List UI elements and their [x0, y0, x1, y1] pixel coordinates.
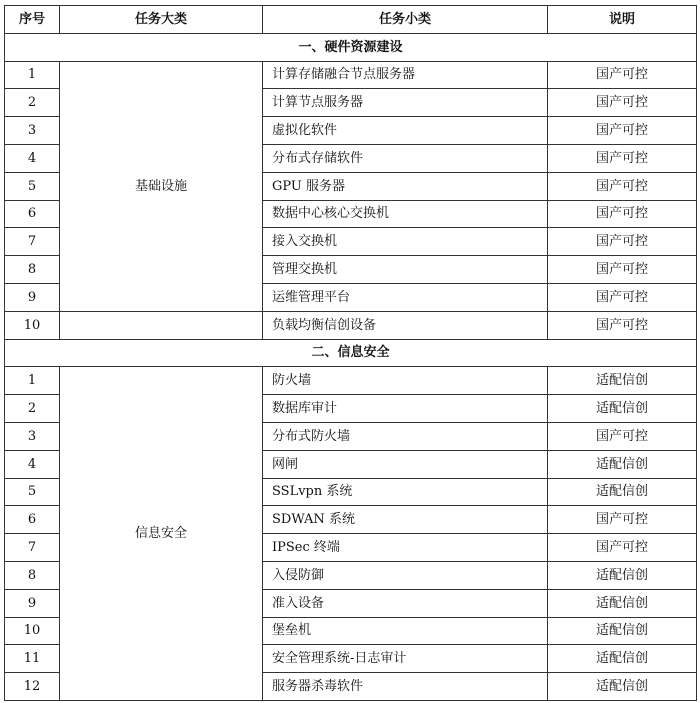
row-note: 国产可控: [548, 144, 697, 172]
row-num: 1: [5, 61, 60, 89]
row-note: 适配信创: [548, 617, 697, 645]
row-note: 国产可控: [548, 311, 697, 339]
row-note: 国产可控: [548, 422, 697, 450]
row-subcategory: IPSec 终端: [263, 534, 548, 562]
row-note: 适配信创: [548, 589, 697, 617]
table-row: [5, 311, 697, 339]
row-subcategory: 防火墙: [263, 367, 548, 395]
row-note: 国产可控: [548, 534, 697, 562]
section-title-row: [5, 339, 697, 367]
row-num: 10: [5, 311, 60, 339]
section-title: 二、信息安全: [5, 339, 697, 367]
row-note: 国产可控: [548, 200, 697, 228]
document-page: [4, 5, 697, 701]
row-note: 国产可控: [548, 256, 697, 284]
row-subcategory: 服务器杀毒软件: [263, 673, 548, 701]
table-row: [5, 367, 697, 395]
row-num: 8: [5, 561, 60, 589]
row-note: 国产可控: [548, 61, 697, 89]
row-subcategory: 分布式存储软件: [263, 144, 548, 172]
row-category: 基础设施: [60, 61, 263, 311]
row-note: 适配信创: [548, 367, 697, 395]
header-num: 序号: [5, 6, 60, 34]
row-subcategory: SSLvpn 系统: [263, 478, 548, 506]
row-num: 5: [5, 172, 60, 200]
row-num: 12: [5, 673, 60, 701]
table-row: [5, 61, 697, 89]
row-subcategory: 计算节点服务器: [263, 89, 548, 117]
row-subcategory: 虚拟化软件: [263, 117, 548, 145]
row-subcategory: 数据中心核心交换机: [263, 200, 548, 228]
row-subcategory: 入侵防御: [263, 561, 548, 589]
section-title: 一、硬件资源建设: [5, 33, 697, 61]
row-note: 适配信创: [548, 645, 697, 673]
row-num: 3: [5, 422, 60, 450]
row-subcategory: 分布式防火墙: [263, 422, 548, 450]
header-category: 任务大类: [60, 6, 263, 34]
row-category: 信息安全: [60, 367, 263, 701]
row-note: 适配信创: [548, 561, 697, 589]
header-note: 说明: [548, 6, 697, 34]
row-num: 8: [5, 256, 60, 284]
row-note: 国产可控: [548, 283, 697, 311]
row-num: 7: [5, 534, 60, 562]
section-title-row: [5, 33, 697, 61]
row-category-empty: [60, 311, 263, 339]
row-note: 适配信创: [548, 478, 697, 506]
row-note: 国产可控: [548, 117, 697, 145]
task-table: [4, 5, 697, 701]
row-subcategory: 准入设备: [263, 589, 548, 617]
task-table-body: [5, 6, 697, 701]
row-num: 7: [5, 228, 60, 256]
row-num: 10: [5, 617, 60, 645]
row-subcategory: 堡垒机: [263, 617, 548, 645]
row-note: 适配信创: [548, 673, 697, 701]
row-num: 5: [5, 478, 60, 506]
table-header-row: [5, 6, 697, 34]
row-num: 2: [5, 395, 60, 423]
row-num: 6: [5, 506, 60, 534]
row-subcategory: 安全管理系统-日志审计: [263, 645, 548, 673]
row-note: 国产可控: [548, 506, 697, 534]
row-num: 4: [5, 450, 60, 478]
row-num: 9: [5, 589, 60, 617]
row-subcategory: 运维管理平台: [263, 283, 548, 311]
header-subcategory: 任务小类: [263, 6, 548, 34]
row-note: 国产可控: [548, 89, 697, 117]
row-num: 9: [5, 283, 60, 311]
row-num: 11: [5, 645, 60, 673]
row-note: 国产可控: [548, 172, 697, 200]
row-num: 1: [5, 367, 60, 395]
row-num: 2: [5, 89, 60, 117]
row-note: 国产可控: [548, 228, 697, 256]
row-subcategory: 负载均衡信创设备: [263, 311, 548, 339]
row-subcategory: SDWAN 系统: [263, 506, 548, 534]
row-subcategory: 计算存储融合节点服务器: [263, 61, 548, 89]
row-subcategory: 数据库审计: [263, 395, 548, 423]
row-subcategory: 管理交换机: [263, 256, 548, 284]
row-subcategory: 接入交换机: [263, 228, 548, 256]
row-subcategory: GPU 服务器: [263, 172, 548, 200]
row-note: 适配信创: [548, 395, 697, 423]
row-num: 4: [5, 144, 60, 172]
row-num: 6: [5, 200, 60, 228]
row-subcategory: 网闸: [263, 450, 548, 478]
row-num: 3: [5, 117, 60, 145]
row-note: 适配信创: [548, 450, 697, 478]
